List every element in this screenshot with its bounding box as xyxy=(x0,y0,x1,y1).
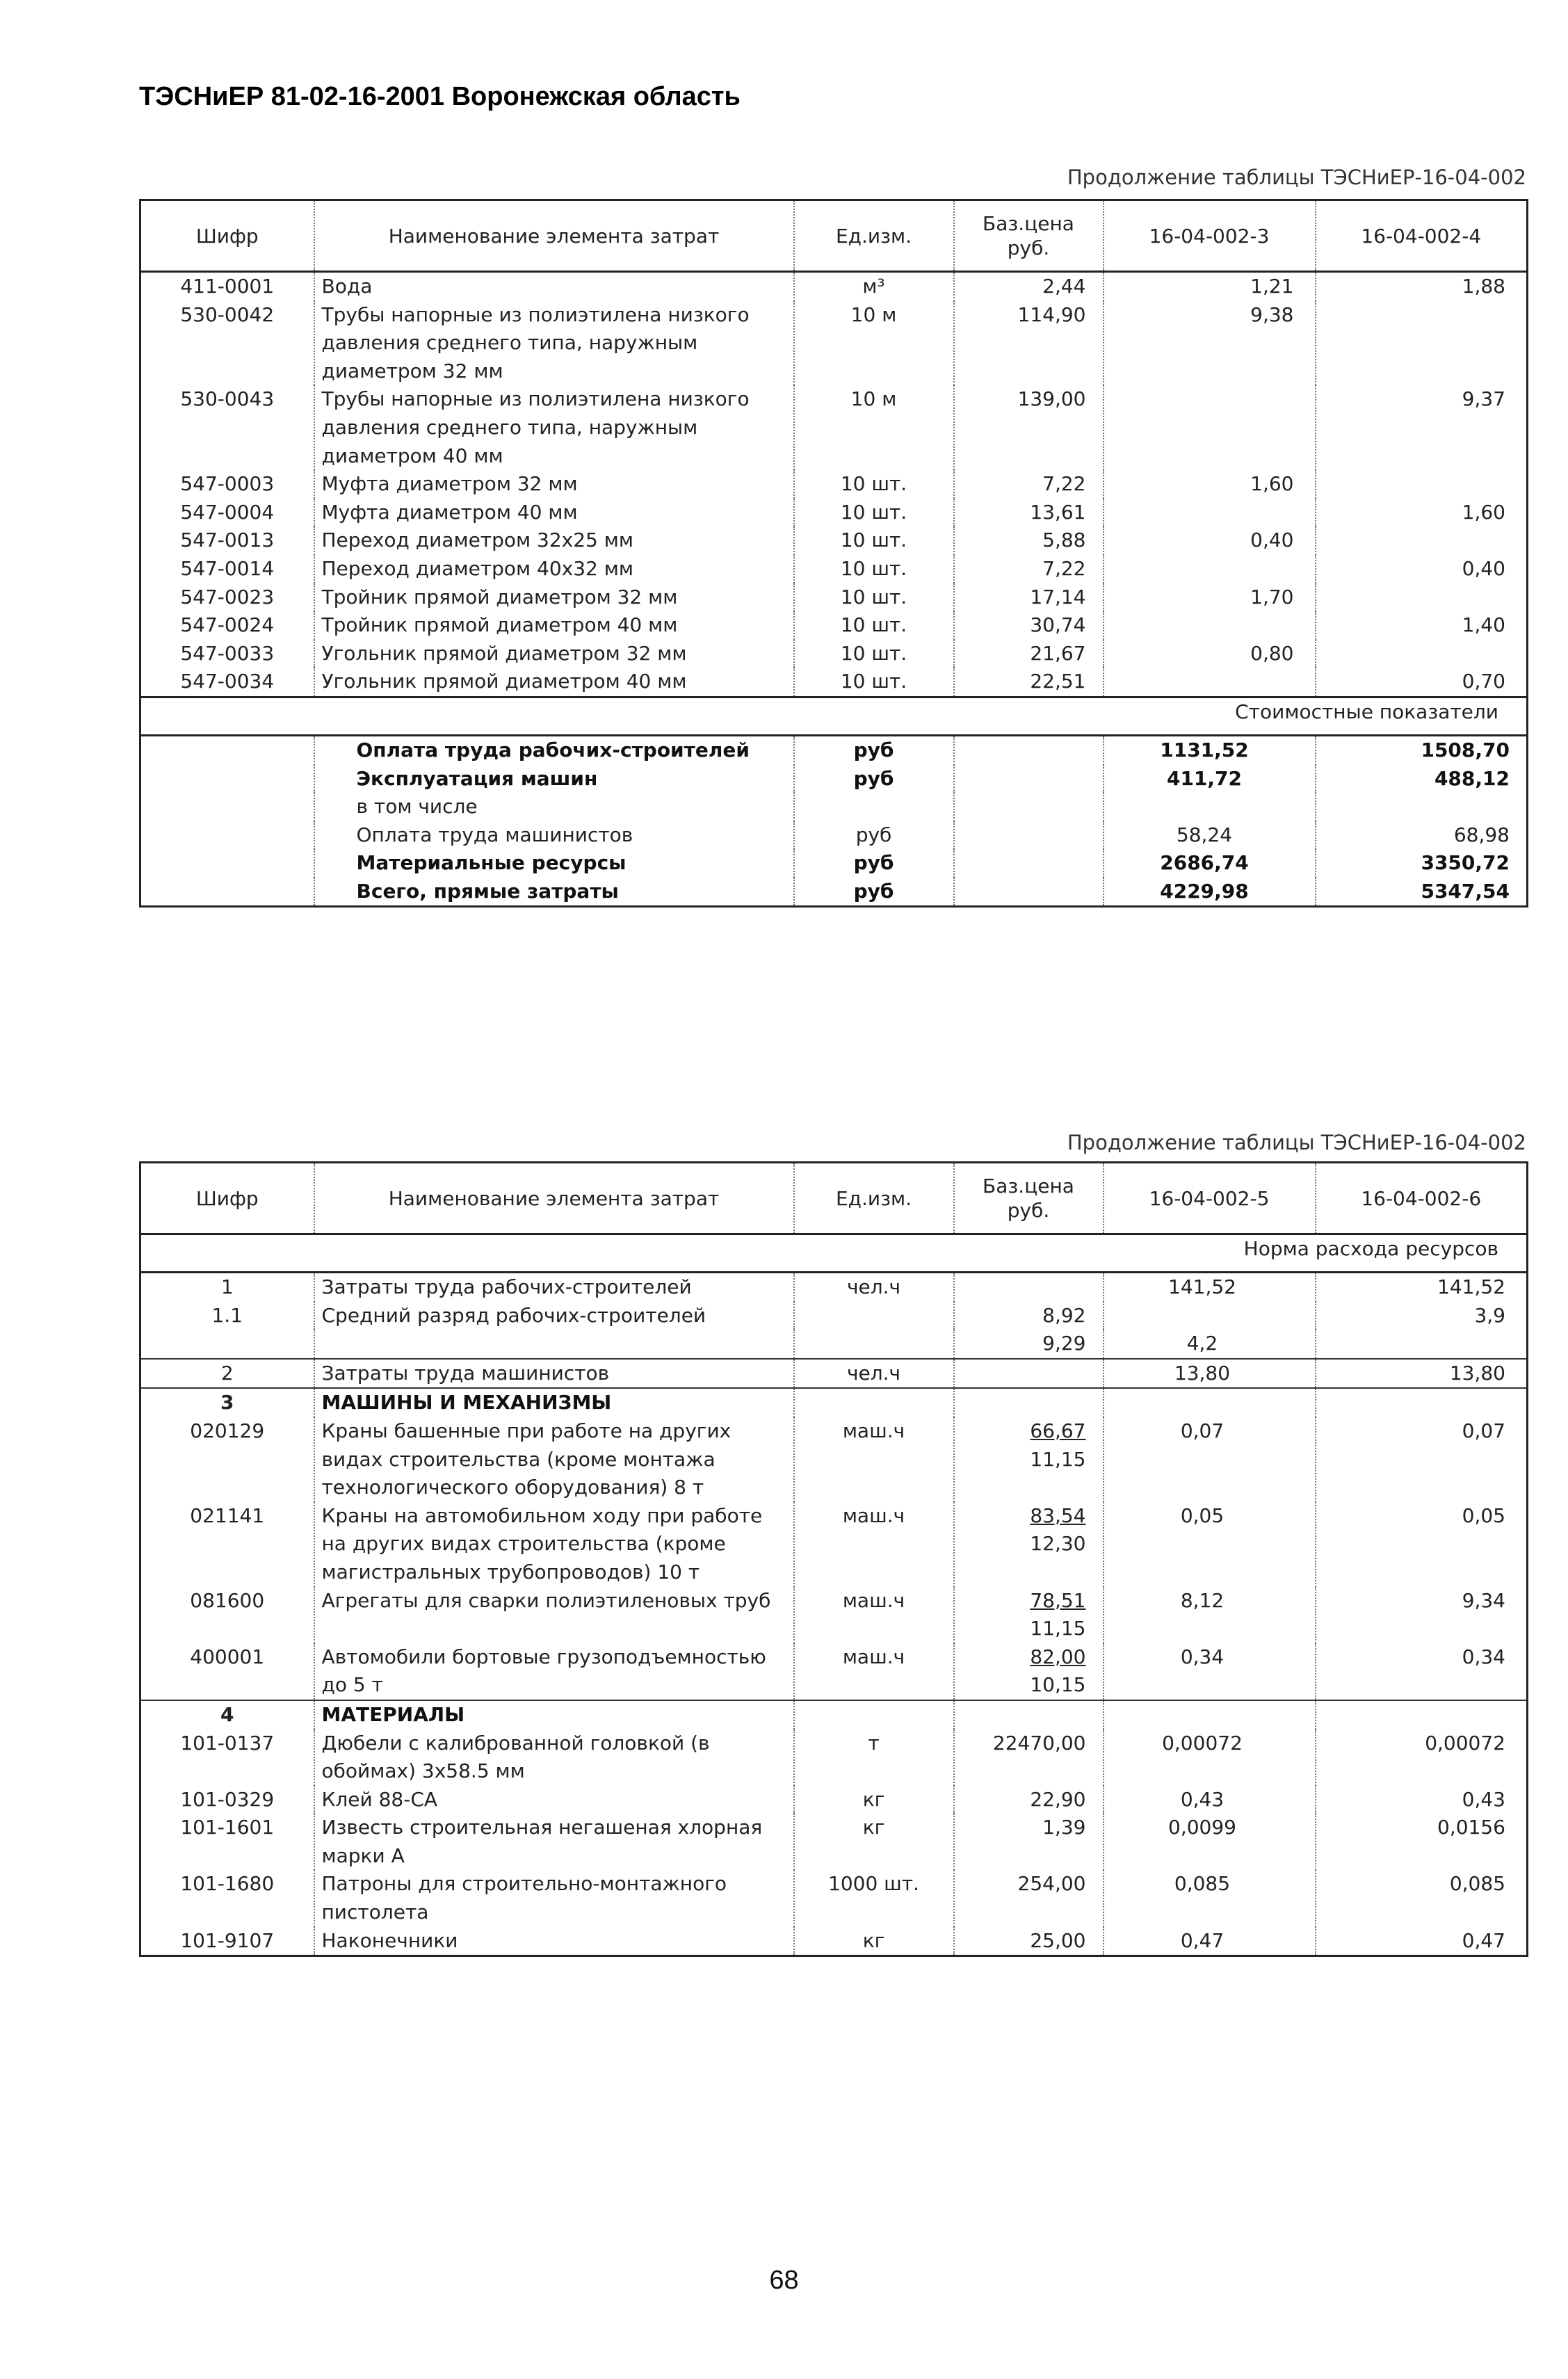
base-price: 7,22 xyxy=(954,470,1104,499)
resource-name: Тройник прямой диаметром 40 мм xyxy=(314,611,794,640)
norm-value-b: 0,085 xyxy=(1316,1870,1528,1926)
col-code-header: Шифр xyxy=(140,200,314,272)
resource-name: Дюбели с калиброванной головкой (в обоймах) 3х58.5 мм xyxy=(314,1729,794,1786)
col-name-header: Наименование элемента затрат xyxy=(314,200,794,272)
summary-label: Оплата труда рабочих-строителей xyxy=(314,735,794,764)
empty-cell xyxy=(954,1700,1104,1729)
norm-value-b: 0,40 xyxy=(1316,555,1528,583)
table-row xyxy=(140,1502,1528,1587)
norm-value-b: 0,43 xyxy=(1316,1786,1528,1814)
table1-body xyxy=(140,272,1528,697)
norm-value-a: 0,47 xyxy=(1104,1927,1316,1956)
operator-wage-price: 11,15 xyxy=(1030,1447,1086,1471)
table-row xyxy=(140,385,1528,470)
resource-code: 1 xyxy=(140,1273,314,1302)
resource-name: Краны башенные при работе на других видах строительства (кроме монтажа технологического оборудования) 8 т xyxy=(314,1417,794,1502)
base-price: 1,39 xyxy=(954,1814,1104,1870)
norm-value-b: 0,0156 xyxy=(1316,1814,1528,1870)
summary-unit: руб xyxy=(794,821,954,850)
table-row xyxy=(140,499,1528,527)
base-price xyxy=(954,1417,1104,1502)
resource-name: Трубы напорные из полиэтилена низкого давления среднего типа, наружным диаметром 40 мм xyxy=(314,385,794,470)
section-number: 4 xyxy=(140,1700,314,1729)
table1-summary xyxy=(140,735,1528,907)
table-row xyxy=(140,1330,1528,1359)
cost-indicators-label: Стоимостные показатели xyxy=(140,697,1528,735)
resource-name: Вода xyxy=(314,272,794,301)
table-row xyxy=(140,1729,1528,1786)
resource-unit: маш.ч xyxy=(794,1417,954,1502)
summary-price xyxy=(954,735,1104,764)
base-price: 21,67 xyxy=(954,640,1104,668)
table-row xyxy=(140,1417,1528,1502)
resource-unit: т xyxy=(794,1729,954,1786)
resource-code: 2 xyxy=(140,1359,314,1389)
resource-code: 547-0023 xyxy=(140,583,314,612)
summary-value-b: 68,98 xyxy=(1316,821,1528,850)
resource-code: 547-0014 xyxy=(140,555,314,583)
summary-row xyxy=(140,765,1528,793)
base-price: 2,44 xyxy=(954,272,1104,301)
resource-name xyxy=(314,1330,794,1359)
summary-label: Материальные ресурсы xyxy=(314,849,794,878)
resource-unit: чел.ч xyxy=(794,1359,954,1389)
section-title: МАШИНЫ И МЕХАНИЗМЫ xyxy=(314,1388,794,1417)
resource-code: 547-0024 xyxy=(140,611,314,640)
summary-value-b: 1508,70 xyxy=(1316,735,1528,764)
norm-value-a: 1,60 xyxy=(1104,470,1316,499)
summary-code xyxy=(140,735,314,764)
base-price: 5,88 xyxy=(954,526,1104,555)
resource-name: Патроны для строительно-монтажного пистолета xyxy=(314,1870,794,1926)
col-code-header: Шифр xyxy=(140,1163,314,1234)
resource-unit: кг xyxy=(794,1814,954,1870)
resource-unit: 10 м xyxy=(794,301,954,386)
summary-code xyxy=(140,765,314,793)
table2-subheader-row xyxy=(140,1234,1528,1273)
norm-value-b: 1,60 xyxy=(1316,499,1528,527)
norm-value-b: 0,05 xyxy=(1316,1502,1528,1587)
resource-unit: 10 м xyxy=(794,385,954,470)
resource-unit: маш.ч xyxy=(794,1643,954,1700)
machine-price: 83,54 xyxy=(1030,1503,1086,1527)
resource-unit: 10 шт. xyxy=(794,611,954,640)
section-header-row xyxy=(140,1700,1528,1729)
summary-value-a: 2686,74 xyxy=(1104,849,1316,878)
resource-name: Затраты труда машинистов xyxy=(314,1359,794,1389)
resource-unit: маш.ч xyxy=(794,1502,954,1587)
norm-value-a: 0,07 xyxy=(1104,1417,1316,1502)
norm-value-a xyxy=(1104,668,1316,697)
table2-body xyxy=(140,1273,1528,1956)
summary-unit: руб xyxy=(794,765,954,793)
base-price: 254,00 xyxy=(954,1870,1104,1926)
table2-header-row xyxy=(140,1163,1528,1234)
resource-table-1 xyxy=(139,199,1528,908)
norm-value-a: 0,80 xyxy=(1104,640,1316,668)
section-number: 3 xyxy=(140,1388,314,1417)
base-price: 17,14 xyxy=(954,583,1104,612)
base-price: 13,61 xyxy=(954,499,1104,527)
summary-label: в том числе xyxy=(314,793,794,821)
table-row xyxy=(140,1302,1528,1330)
summary-unit xyxy=(794,793,954,821)
resource-name: Муфта диаметром 32 мм xyxy=(314,470,794,499)
table-row xyxy=(140,555,1528,583)
table-row xyxy=(140,1359,1528,1389)
section-header-row xyxy=(140,1388,1528,1417)
norm-value-b xyxy=(1316,301,1528,386)
norm-value-a: 8,12 xyxy=(1104,1587,1316,1643)
resource-unit: 1000 шт. xyxy=(794,1870,954,1926)
resource-name: Затраты труда рабочих-строителей xyxy=(314,1273,794,1302)
resource-code: 400001 xyxy=(140,1643,314,1700)
table-row xyxy=(140,526,1528,555)
summary-code xyxy=(140,878,314,907)
summary-unit: руб xyxy=(794,878,954,907)
summary-code xyxy=(140,793,314,821)
summary-value-a xyxy=(1104,793,1316,821)
resource-unit: кг xyxy=(794,1927,954,1956)
norm-value-b: 1,40 xyxy=(1316,611,1528,640)
table-row xyxy=(140,1587,1528,1643)
empty-cell xyxy=(1316,1388,1528,1417)
empty-cell xyxy=(794,1700,954,1729)
resource-unit: 10 шт. xyxy=(794,526,954,555)
resource-code: 020129 xyxy=(140,1417,314,1502)
resource-unit: маш.ч xyxy=(794,1587,954,1643)
col-b-header: 16-04-002-4 xyxy=(1316,200,1528,272)
resource-table-2 xyxy=(139,1161,1528,1957)
norm-value-a xyxy=(1104,499,1316,527)
resource-code: 411-0001 xyxy=(140,272,314,301)
table-row xyxy=(140,301,1528,386)
summary-unit: руб xyxy=(794,735,954,764)
col-name-header: Наименование элемента затрат xyxy=(314,1163,794,1234)
base-price: 22,51 xyxy=(954,668,1104,697)
resource-code: 547-0013 xyxy=(140,526,314,555)
resource-code xyxy=(140,1330,314,1359)
table-row xyxy=(140,1814,1528,1870)
operator-wage-price: 10,15 xyxy=(1030,1673,1086,1697)
norm-value-b: 1,88 xyxy=(1316,272,1528,301)
base-price: 139,00 xyxy=(954,385,1104,470)
norm-value-b: 141,52 xyxy=(1316,1273,1528,1302)
empty-cell xyxy=(794,1388,954,1417)
base-price: 25,00 xyxy=(954,1927,1104,1956)
resource-unit: м³ xyxy=(794,272,954,301)
operator-wage-price: 11,15 xyxy=(1030,1617,1086,1640)
table-row xyxy=(140,1643,1528,1700)
section-title: МАТЕРИАЛЫ xyxy=(314,1700,794,1729)
summary-row xyxy=(140,821,1528,850)
resource-norm-label: Норма расхода ресурсов xyxy=(140,1234,1528,1273)
norm-value-a: 0,40 xyxy=(1104,526,1316,555)
table-row xyxy=(140,1786,1528,1814)
base-price xyxy=(954,1587,1104,1643)
base-price xyxy=(954,1643,1104,1700)
resource-name: Клей 88-СА xyxy=(314,1786,794,1814)
base-price xyxy=(954,1273,1104,1302)
page-number: 68 xyxy=(769,2266,799,2295)
resource-name: Переход диаметром 40х32 мм xyxy=(314,555,794,583)
norm-value-b: 0,47 xyxy=(1316,1927,1528,1956)
resource-code: 101-9107 xyxy=(140,1927,314,1956)
operator-wage-price: 12,30 xyxy=(1030,1532,1086,1556)
resource-code: 530-0042 xyxy=(140,301,314,386)
document-title: ТЭСНиЕР 81-02-16-2001 Воронежская область xyxy=(139,82,741,111)
summary-label: Эксплуатация машин xyxy=(314,765,794,793)
norm-value-b: 0,34 xyxy=(1316,1643,1528,1700)
resource-code: 101-1680 xyxy=(140,1870,314,1926)
norm-value-b: 13,80 xyxy=(1316,1359,1528,1389)
norm-value-b: 0,07 xyxy=(1316,1417,1528,1502)
norm-value-a: 13,80 xyxy=(1104,1359,1316,1389)
summary-value-a: 1131,52 xyxy=(1104,735,1316,764)
norm-value-a: 0,0099 xyxy=(1104,1814,1316,1870)
table-row xyxy=(140,668,1528,697)
resource-name: Муфта диаметром 40 мм xyxy=(314,499,794,527)
resource-unit: 10 шт. xyxy=(794,640,954,668)
summary-value-b xyxy=(1316,793,1528,821)
machine-price: 78,51 xyxy=(1030,1588,1086,1612)
col-b-header: 16-04-002-6 xyxy=(1316,1163,1528,1234)
norm-value-b: 9,34 xyxy=(1316,1587,1528,1643)
col-price-header: Баз.цена руб. xyxy=(954,1163,1104,1234)
table-row xyxy=(140,583,1528,612)
resource-code: 530-0043 xyxy=(140,385,314,470)
norm-value-b xyxy=(1316,470,1528,499)
empty-cell xyxy=(1316,1700,1528,1729)
resource-name: Переход диаметром 32х25 мм xyxy=(314,526,794,555)
norm-value-b xyxy=(1316,640,1528,668)
summary-row xyxy=(140,849,1528,878)
base-price xyxy=(954,1359,1104,1389)
resource-name: Средний разряд рабочих-строителей xyxy=(314,1302,794,1330)
resource-code: 547-0004 xyxy=(140,499,314,527)
norm-value-b: 0,70 xyxy=(1316,668,1528,697)
norm-value-b xyxy=(1316,526,1528,555)
resource-code: 101-0329 xyxy=(140,1786,314,1814)
summary-row xyxy=(140,878,1528,907)
norm-value-b: 0,00072 xyxy=(1316,1729,1528,1786)
resource-unit: 10 шт. xyxy=(794,668,954,697)
table-row xyxy=(140,1927,1528,1956)
norm-value-b: 3,9 xyxy=(1316,1302,1528,1330)
norm-value-b xyxy=(1316,583,1528,612)
summary-value-a: 58,24 xyxy=(1104,821,1316,850)
table-row xyxy=(140,640,1528,668)
norm-value-a: 1,70 xyxy=(1104,583,1316,612)
summary-price xyxy=(954,878,1104,907)
norm-value-a: 0,05 xyxy=(1104,1502,1316,1587)
machine-price: 82,00 xyxy=(1030,1645,1086,1668)
col-unit-header: Ед.изм. xyxy=(794,200,954,272)
table1-subheader-row xyxy=(140,697,1528,735)
resource-unit: 10 шт. xyxy=(794,555,954,583)
norm-value-a: 0,43 xyxy=(1104,1786,1316,1814)
table2-caption: Продолжение таблицы ТЭСНиЕР-16-04-002 xyxy=(1067,1131,1526,1154)
summary-price xyxy=(954,793,1104,821)
resource-name: Наконечники xyxy=(314,1927,794,1956)
base-price: 30,74 xyxy=(954,611,1104,640)
summary-price xyxy=(954,849,1104,878)
norm-value-a xyxy=(1104,385,1316,470)
norm-value-a: 0,085 xyxy=(1104,1870,1316,1926)
machine-price: 66,67 xyxy=(1030,1419,1086,1442)
resource-name: Трубы напорные из полиэтилена низкого давления среднего типа, наружным диаметром 32 мм xyxy=(314,301,794,386)
resource-name: Агрегаты для сварки полиэтиленовых труб xyxy=(314,1587,794,1643)
resource-name: Угольник прямой диаметром 32 мм xyxy=(314,640,794,668)
norm-value-a xyxy=(1104,1302,1316,1330)
table-row xyxy=(140,611,1528,640)
col-price-header: Баз.цена руб. xyxy=(954,200,1104,272)
norm-value-b: 9,37 xyxy=(1316,385,1528,470)
col-a-header: 16-04-002-5 xyxy=(1104,1163,1316,1234)
resource-code: 101-1601 xyxy=(140,1814,314,1870)
summary-label: Оплата труда машинистов xyxy=(314,821,794,850)
resource-unit: 10 шт. xyxy=(794,470,954,499)
resource-unit xyxy=(794,1302,954,1330)
summary-code xyxy=(140,849,314,878)
summary-code xyxy=(140,821,314,850)
resource-code: 547-0034 xyxy=(140,668,314,697)
summary-value-b: 488,12 xyxy=(1316,765,1528,793)
summary-value-b: 5347,54 xyxy=(1316,878,1528,907)
resource-unit xyxy=(794,1330,954,1359)
resource-name: Угольник прямой диаметром 40 мм xyxy=(314,668,794,697)
table-row xyxy=(140,272,1528,301)
summary-value-b: 3350,72 xyxy=(1316,849,1528,878)
resource-name: Автомобили бортовые грузоподъемностью до 5 т xyxy=(314,1643,794,1700)
col-a-header: 16-04-002-3 xyxy=(1104,200,1316,272)
resource-name: Тройник прямой диаметром 32 мм xyxy=(314,583,794,612)
summary-row xyxy=(140,735,1528,764)
norm-value-a: 0,00072 xyxy=(1104,1729,1316,1786)
base-price: 114,90 xyxy=(954,301,1104,386)
empty-cell xyxy=(954,1388,1104,1417)
norm-value-a: 4,2 xyxy=(1104,1330,1316,1359)
table1-header-row xyxy=(140,200,1528,272)
summary-label: Всего, прямые затраты xyxy=(314,878,794,907)
table-row xyxy=(140,470,1528,499)
resource-code: 081600 xyxy=(140,1587,314,1643)
norm-value-a: 0,34 xyxy=(1104,1643,1316,1700)
summary-price xyxy=(954,821,1104,850)
norm-value-a xyxy=(1104,611,1316,640)
resource-unit: 10 шт. xyxy=(794,499,954,527)
col-unit-header: Ед.изм. xyxy=(794,1163,954,1234)
resource-unit: кг xyxy=(794,1786,954,1814)
base-price: 7,22 xyxy=(954,555,1104,583)
base-price xyxy=(954,1502,1104,1587)
resource-code: 1.1 xyxy=(140,1302,314,1330)
table-row xyxy=(140,1870,1528,1926)
resource-code: 101-0137 xyxy=(140,1729,314,1786)
base-price: 9,29 xyxy=(954,1330,1104,1359)
resource-unit: чел.ч xyxy=(794,1273,954,1302)
base-price: 8,92 xyxy=(954,1302,1104,1330)
norm-value-a: 1,21 xyxy=(1104,272,1316,301)
resource-name: Известь строительная негашеная хлорная марки А xyxy=(314,1814,794,1870)
resource-unit: 10 шт. xyxy=(794,583,954,612)
resource-code: 547-0003 xyxy=(140,470,314,499)
empty-cell xyxy=(1104,1700,1316,1729)
resource-code: 021141 xyxy=(140,1502,314,1587)
table-row xyxy=(140,1273,1528,1302)
summary-value-a: 411,72 xyxy=(1104,765,1316,793)
summary-unit: руб xyxy=(794,849,954,878)
summary-value-a: 4229,98 xyxy=(1104,878,1316,907)
table1-caption: Продолжение таблицы ТЭСНиЕР-16-04-002 xyxy=(1067,166,1526,189)
base-price: 22470,00 xyxy=(954,1729,1104,1786)
empty-cell xyxy=(1104,1388,1316,1417)
norm-value-a: 141,52 xyxy=(1104,1273,1316,1302)
base-price: 22,90 xyxy=(954,1786,1104,1814)
summary-price xyxy=(954,765,1104,793)
resource-name: Краны на автомобильном ходу при работе на других видах строительства (кроме магистральных трубопроводов) 10 т xyxy=(314,1502,794,1587)
resource-code: 547-0033 xyxy=(140,640,314,668)
norm-value-b xyxy=(1316,1330,1528,1359)
norm-value-a xyxy=(1104,555,1316,583)
norm-value-a: 9,38 xyxy=(1104,301,1316,386)
summary-row xyxy=(140,793,1528,821)
